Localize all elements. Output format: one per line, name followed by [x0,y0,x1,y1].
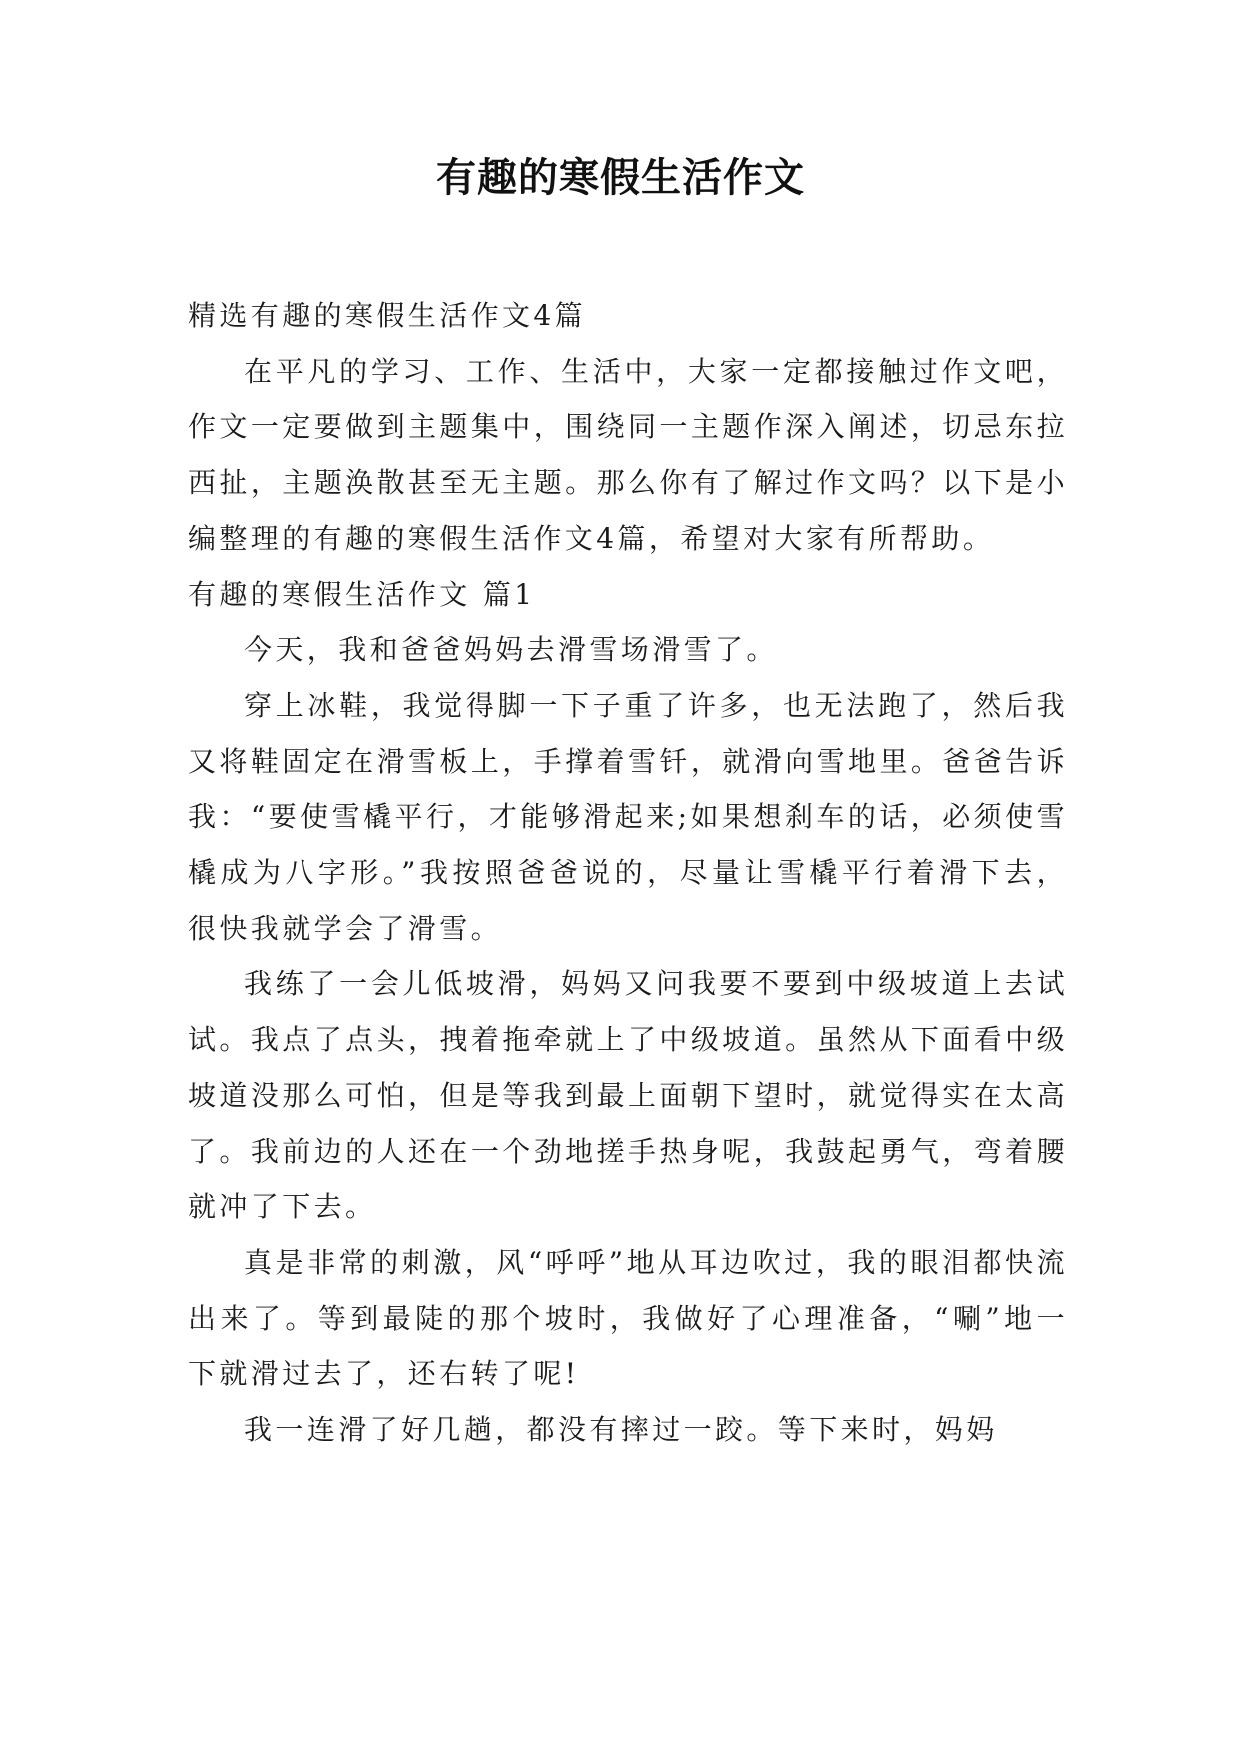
document-title: 有趣的寒假生活作文 [436,155,805,201]
body-paragraph: 真是非常的刺激，风“呼呼”地从耳边吹过，我的眼泪都快流出来了。等到最陡的那个坡时，我做好了心理准备，“唰”地一下就滑过去了，还右转了呢! [188,1245,1068,1391]
body-paragraph: 我一连滑了好几趟，都没有摔过一跤。等下来时，妈妈 [244,1413,998,1447]
document-body [188,288,1068,1458]
body-paragraph: 今天，我和爸爸妈妈去滑雪场滑雪了。 [244,633,778,667]
body-paragraph: 我练了一会儿低坡滑，妈妈又问我要不要到中级坡道上去试试。我点了点头，拽着拖牵就上了中级坡道。虽然从下面看中级坡道没那么可怕，但是等我到最上面朝下望时，就觉得实在太高了。我前边的人还在一个劲地搓手热身呢，我鼓起勇气，弯着腰就冲了下去。 [188,967,1068,1224]
section-heading: 有趣的寒假生活作文 篇1 [188,577,536,611]
body-paragraph: 穿上冰鞋，我觉得脚一下子重了许多，也无法跑了，然后我又将鞋固定在滑雪板上，手撑着雪钎，就滑向雪地里。爸爸告诉我：“要使雪橇平行，才能够滑起来;如果想刹车的话，必须使雪橇成为八字形。”我按照爸爸说的，尽量让雪橇平行着滑下去，很快我就学会了滑雪。 [188,688,1068,945]
document-subtitle: 精选有趣的寒假生活作文4篇 [188,299,587,332]
intro-paragraph: 在平凡的学习、工作、生活中，大家一定都接触过作文吧，作文一定要做到主题集中，围绕同一主题作深入阐述，切忌东拉西扯，主题涣散甚至无主题。那么你有了解过作文吗？以下是小编整理的有趣的寒假生活作文4篇，希望对大家有所帮助。 [188,354,1068,555]
